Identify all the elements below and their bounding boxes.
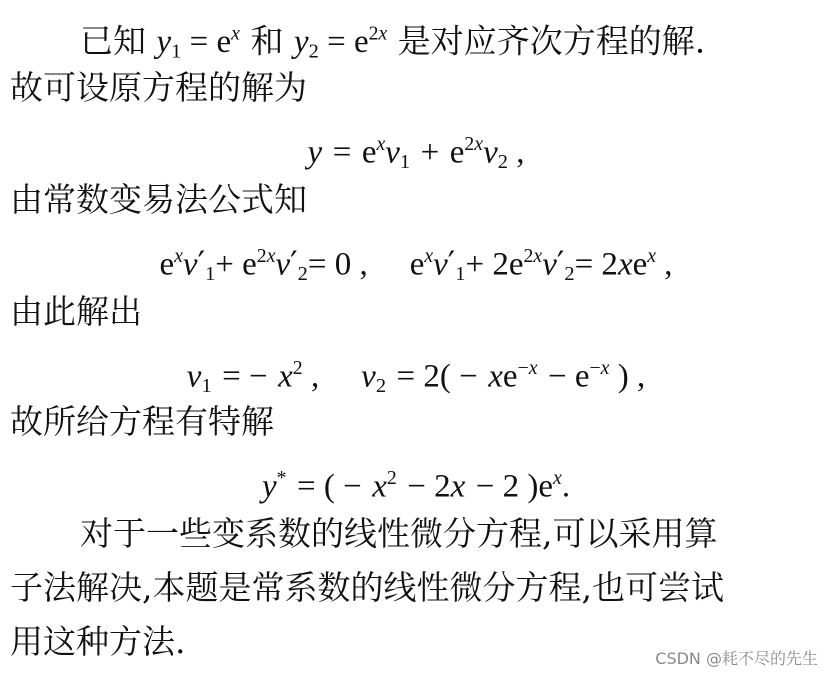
text-line-6: 对于一些变系数的线性微分方程,可以采用算 [80, 514, 718, 553]
equation-particular-solution: y* = ( − $x^2 - 2x - 2$ )$e^x$. [261, 467, 571, 505]
equation-v-solutions: $v_1$ = − $x^2$ , $v_2 = 2( - xe^{-x} - e^{-x}$ ) , [186, 357, 646, 397]
intro-and: 和 [250, 21, 284, 61]
equation-system: $e^xv'_1+ e^{2x}v'_2= 0$ , $e^xv'_1+ 2e^{2x}v'_2= 2xe^x$ , [159, 243, 673, 285]
text-line-4: 由此解出 [10, 292, 142, 331]
text-line-5: 故所给方程有特解 [10, 402, 274, 441]
text-line-8: 用这种方法. [10, 622, 186, 661]
csdn-watermark: CSDN @耗不尽的先生 [655, 649, 818, 668]
equation-solution-form: $y = e^xv_1 + e^{2x}v_2$ , [307, 133, 525, 173]
intro-known: 已知 [80, 21, 146, 61]
text-line-7: 子法解决,本题是常系数的线性微分方程,也可尝试 [10, 568, 724, 607]
text-line-3: 由常数变易法公式知 [10, 180, 307, 219]
y1-formula: $y_1 = e^x$ [156, 23, 240, 63]
y2-formula: $y_2 = e^{2x}$ [293, 23, 388, 63]
text-line-2: 故可设原方程的解为 [10, 68, 307, 107]
intro-rest: 是对应齐次方程的解. [397, 21, 706, 61]
text-line-1 [80, 14, 832, 72]
